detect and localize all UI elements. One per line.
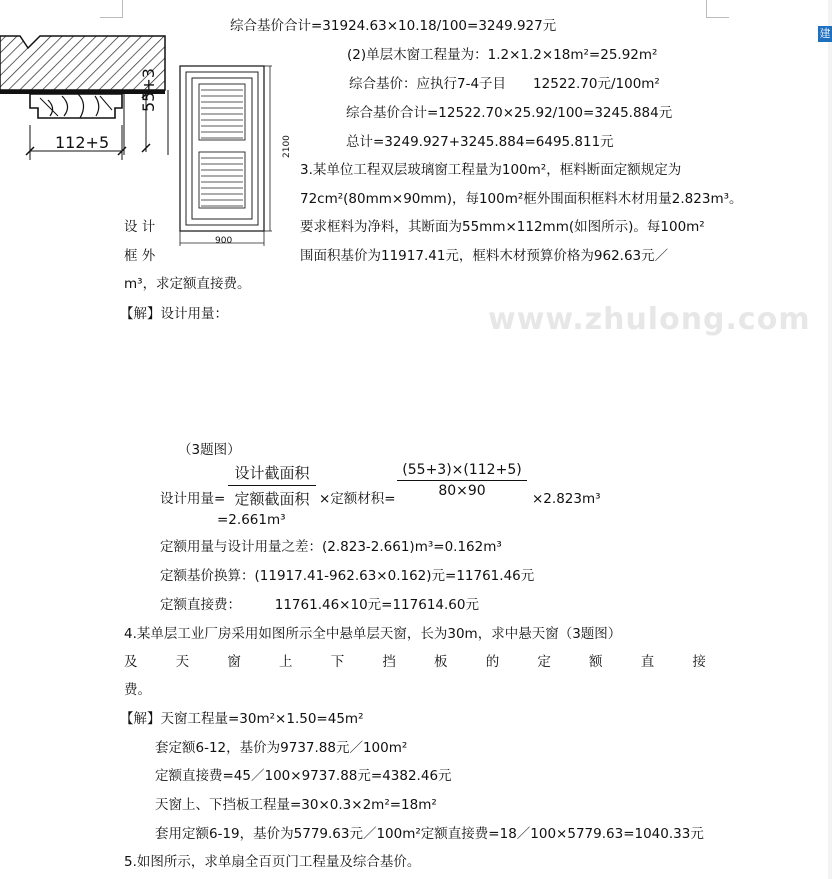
side-tab[interactable]: 建: [819, 27, 831, 40]
char: 直: [640, 654, 655, 670]
text-line: 费。: [124, 682, 151, 698]
text-line: 围面积基价为11917.41元，框料木材预算价格为962.63元／: [300, 248, 669, 264]
text-line: 定额直接费=45／100×9737.88元=4382.46元: [155, 768, 452, 784]
fraction-denominator: 80×90: [438, 483, 486, 499]
formula-middle: ×定额材积=: [319, 491, 396, 507]
char: 天: [175, 654, 190, 670]
char: 上: [279, 654, 293, 670]
text-line: 套定额6-12，基价为9737.88元／100m²: [155, 740, 408, 756]
text-line: 4.某单层工业厂房采用如图所示全中悬单层天窗，长为30m，求中悬天窗（3题图）: [124, 626, 622, 642]
door-width-label: 900: [215, 236, 233, 246]
page-corner-mark-right-h: [707, 17, 729, 18]
text-line: 套用定额6-19，基价为5779.63元／100m²定额直接费=18／100×5779.63=1040.33元: [155, 826, 704, 842]
char: 窗: [227, 654, 241, 670]
text-line: 【解】天窗工程量=30m²×1.50=45m²: [120, 711, 364, 727]
text-line: 框 外: [124, 248, 156, 264]
formula-suffix: ×2.823m³: [532, 491, 601, 507]
page-corner-mark-left-h: [100, 17, 122, 18]
fraction-dimensions: [397, 462, 527, 499]
text-line: 72cm²(80mm×90mm)，每100m²框外围面积框料木材用量2.823m³。: [300, 191, 743, 207]
char: 挡: [382, 654, 396, 670]
text-line: 【解】设计用量：: [120, 306, 228, 322]
text-line: 5.如图所示，求单扇全百页门工程量及综合基价。: [124, 854, 421, 870]
text-line: 要求框料为净料，其断面为55mm×112mm(如图所示)。每100m²: [300, 219, 705, 235]
justified-line: [124, 654, 706, 670]
dimension-height-label: 55+3: [139, 68, 158, 112]
text-line: 天窗上、下挡板工程量=30×0.3×2m²=18m²: [155, 797, 437, 813]
door-elevation-figure: [172, 58, 287, 258]
text-line: (2)单层木窗工程量为：1.2×1.2×18m²=25.92m²: [347, 47, 658, 63]
page-corner-mark-left: [122, 0, 123, 18]
watermark: www.zhulong.com: [488, 302, 811, 337]
fraction-bar: [228, 485, 316, 486]
text-line: m³，求定额直接费。: [124, 276, 251, 292]
dimension-width-label: 112+5: [55, 133, 110, 152]
formula-result: =2.661m³: [217, 512, 286, 528]
char: 接: [692, 654, 706, 670]
char: 板: [434, 654, 448, 670]
text-line: 定额用量与设计用量之差：(2.823-2.661)m³=0.162m³: [160, 539, 502, 555]
text-line: 综合基价合计=31924.63×10.18/100=3249.927元: [230, 18, 557, 34]
char: 额: [589, 654, 603, 670]
char: 定: [537, 654, 551, 670]
fraction-numerator: (55+3)×(112+5): [402, 462, 522, 478]
fraction-bar: [397, 480, 527, 481]
door-height-label: 2100: [282, 135, 292, 158]
text-line: 总计=3249.927+3245.884=6495.811元: [346, 134, 614, 150]
text-line: 综合基价：应执行7-4子目 12522.70元/100m²: [349, 76, 660, 92]
fraction-section-ratio: [228, 462, 316, 509]
char: 下: [330, 654, 345, 670]
page-corner-mark-right: [706, 0, 707, 18]
scrollbar[interactable]: [828, 0, 832, 879]
text-line: 3.某单位工程双层玻璃窗工程量为100m²，框料断面定额规定为: [300, 162, 682, 178]
text-line: 综合基价合计=12522.70×25.92/100=3245.884元: [346, 105, 673, 121]
char: 的: [485, 654, 500, 670]
figure-caption: （3题图）: [178, 442, 241, 458]
char: 及: [124, 654, 138, 670]
formula-prefix: 设计用量=: [160, 491, 226, 507]
text-line: 设 计: [124, 219, 156, 235]
fraction-numerator: 设计截面积: [234, 464, 310, 482]
fraction-denominator: 定额截面积: [234, 490, 310, 508]
text-line: 定额基价换算：(11917.41-962.63×0.162)元=11761.46元: [160, 568, 535, 584]
text-line: 定额直接费： 11761.46×10元=117614.60元: [160, 597, 479, 613]
